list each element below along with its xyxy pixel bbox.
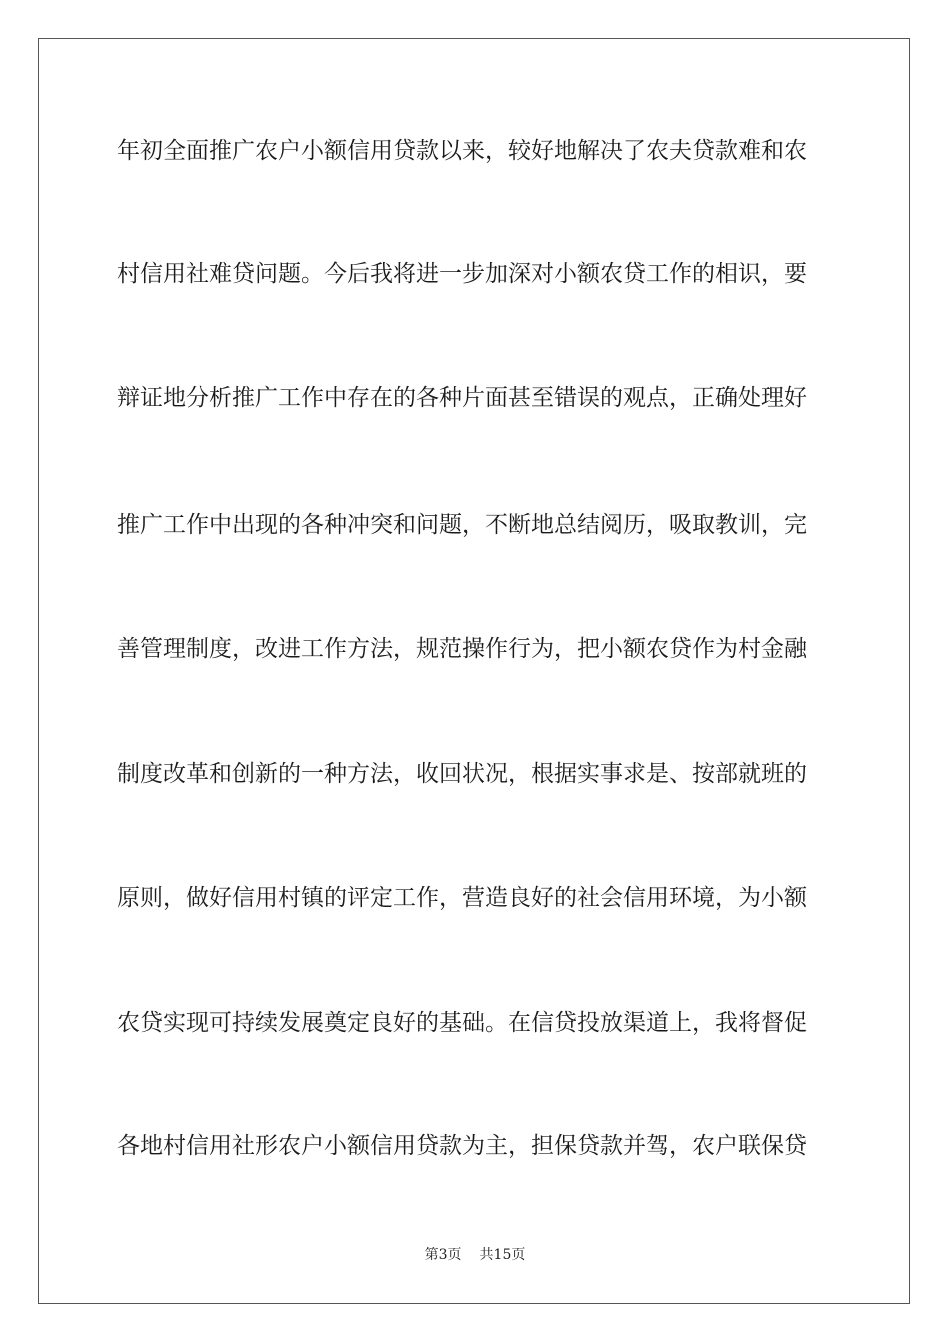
paragraph-line-5: 善管理制度，改进工作方法，规范操作行为，把小额农贷作为村金融 (117, 636, 807, 662)
paragraph-line-1: 年初全面推广农户小额信用贷款以来，较好地解决了农夫贷款难和农 (117, 138, 807, 164)
paragraph-line-8: 农贷实现可持续发展奠定良好的基础。在信贷投放渠道上，我将督促 (117, 1010, 807, 1036)
paragraph-line-7: 原则，做好信用村镇的评定工作，营造良好的社会信用环境，为小额 (117, 885, 807, 911)
paragraph-line-2: 村信用社难贷问题。今后我将进一步加深对小额农贷工作的相识，要 (117, 261, 807, 287)
paragraph-line-3: 辩证地分析推广工作中存在的各种片面甚至错误的观点，正确处理好 (117, 385, 807, 411)
page-number: 第3页 (424, 1247, 462, 1263)
paragraph-line-4: 推广工作中出现的各种冲突和问题，不断地总结阅历，吸取教训，完 (117, 512, 807, 538)
paragraph-line-9: 各地村信用社形农户小额信用贷款为主，担保贷款并驾，农户联保贷 (117, 1133, 807, 1159)
page-border (38, 38, 910, 1304)
page-total: 共15页 (479, 1247, 526, 1263)
paragraph-line-6: 制度改革和创新的一种方法，收回状况，根据实事求是、按部就班的 (117, 761, 807, 787)
page-footer (0, 1246, 950, 1264)
